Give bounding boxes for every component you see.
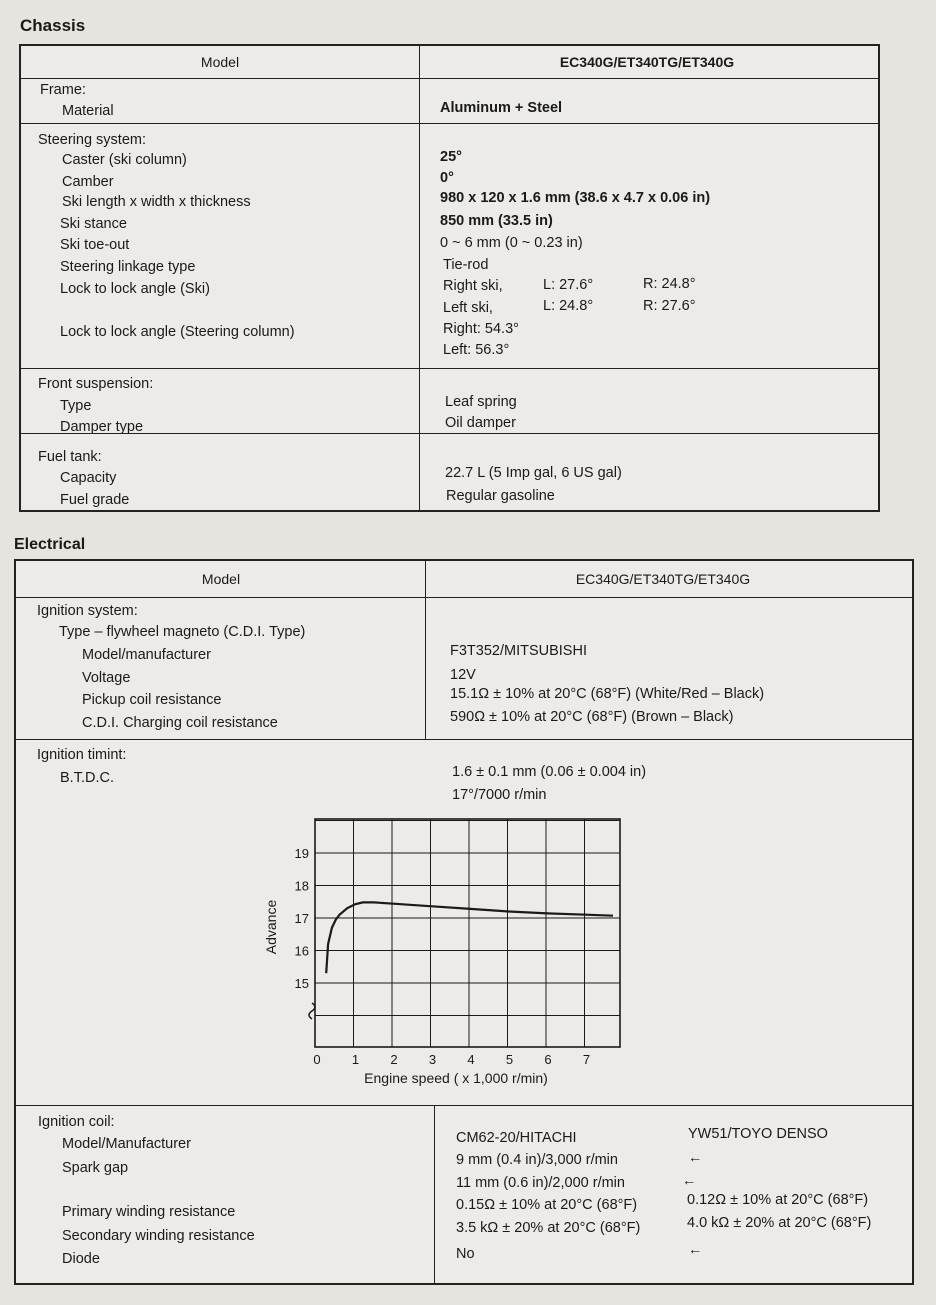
fuel-grade-value: Regular gasoline — [446, 488, 555, 504]
x-axis-label: Engine speed ( x 1,000 r/min) — [364, 1070, 548, 1086]
fuel-tank-heading: Fuel tank: — [38, 449, 102, 465]
chart-grid — [315, 819, 620, 1047]
ignition-voltage-value: 12V — [450, 667, 476, 683]
lock-ski-label: Lock to lock angle (Ski) — [60, 281, 210, 297]
ignition-advance-chart — [260, 815, 640, 1095]
suspension-type-value: Leaf spring — [445, 394, 517, 410]
row-divider — [21, 433, 878, 434]
lock-column-label: Lock to lock angle (Steering column) — [60, 324, 295, 340]
column-divider — [434, 1105, 435, 1283]
x-tick-label: 2 — [390, 1052, 398, 1067]
electrical-section-title: Electrical — [14, 536, 86, 553]
ski-stance-label: Ski stance — [60, 216, 127, 232]
y-axis-break-mark — [309, 1003, 315, 1019]
advance-curve — [326, 902, 613, 973]
coil-model-value-b: YW51/TOYO DENSO — [688, 1126, 828, 1142]
coil-secondary-value-b: 4.0 kΩ ± 20% at 20°C (68°F) — [687, 1215, 872, 1231]
right-ski-label: Right ski, — [443, 278, 503, 294]
left-ski-label: Left ski, — [443, 300, 493, 316]
y-tick-label: 16 — [294, 943, 309, 959]
row-divider — [16, 1105, 912, 1106]
front-suspension-heading: Front suspension: — [38, 376, 154, 392]
coil-gap-value-b1: ← — [688, 1150, 703, 1166]
right-ski-l-value: L: 27.6° — [543, 277, 594, 293]
damper-type-value: Oil damper — [445, 415, 516, 431]
left-ski-l-value: L: 24.8° — [543, 298, 594, 314]
y-tick-label: 17 — [294, 911, 309, 926]
ignition-system-heading: Ignition system: — [37, 603, 138, 619]
coil-secondary-value-a: 3.5 kΩ ± 20% at 20°C (68°F) — [456, 1220, 641, 1236]
fuel-capacity-label: Capacity — [60, 470, 117, 486]
pickup-coil-value: 15.1Ω ± 10% at 20°C (68°F) (White/Red – Black) — [450, 686, 765, 702]
steering-heading: Steering system: — [38, 132, 146, 148]
caster-label: Caster (ski column) — [62, 152, 187, 168]
x-tick-label: 4 — [467, 1052, 475, 1067]
linkage-label: Steering linkage type — [60, 259, 196, 275]
ignition-type-label: Type – flywheel magneto (C.D.I. Type) — [59, 624, 306, 640]
header-model-label: Model — [200, 54, 240, 70]
ignition-timing-heading: Ignition timint: — [37, 747, 127, 763]
header-model-value: EC340G/ET340TG/ET340G — [575, 571, 751, 587]
btdc-value-rpm: 17°/7000 r/min — [452, 787, 547, 803]
coil-gap-value-a2: 11 mm (0.6 in)/2,000 r/min — [456, 1175, 625, 1191]
suspension-type-label: Type — [60, 398, 92, 414]
row-divider — [21, 123, 878, 124]
column-divider — [425, 561, 426, 739]
coil-model-value-a: CM62-20/HITACHI — [456, 1130, 577, 1146]
ski-dims-value: 980 x 120 x 1.6 mm (38.6 x 4.7 x 0.06 in) — [440, 190, 711, 206]
row-divider — [21, 368, 878, 369]
damper-type-label: Damper type — [60, 419, 144, 435]
fuel-grade-label: Fuel grade — [60, 492, 130, 508]
chassis-section-title: Chassis — [20, 16, 86, 35]
btdc-label: B.T.D.C. — [60, 770, 114, 786]
coil-diode-label: Diode — [62, 1251, 100, 1267]
row-divider — [16, 739, 912, 740]
coil-gap-value-b2: ← — [682, 1173, 697, 1189]
coil-gap-value-a1: 9 mm (0.4 in)/3,000 r/min — [456, 1152, 618, 1168]
ignition-model-value: F3T352/MITSUBISHI — [450, 643, 587, 659]
coil-diode-value-a: No — [456, 1246, 475, 1262]
frame-material-value: Aluminum + Steel — [440, 100, 563, 116]
chassis-table-header — [21, 46, 878, 79]
coil-primary-label: Primary winding resistance — [62, 1204, 236, 1220]
y-tick-label: 19 — [294, 846, 309, 861]
fuel-capacity-value: 22.7 L (5 Imp gal, 6 US gal) — [445, 465, 622, 481]
linkage-value: Tie-rod — [443, 257, 489, 273]
ignition-voltage-label: Voltage — [82, 670, 131, 686]
coil-model-label: Model/Manufacturer — [62, 1136, 191, 1152]
coil-diode-value-b: ← — [688, 1242, 703, 1258]
cdi-coil-value: 590Ω ± 10% at 20°C (68°F) (Brown – Black) — [450, 709, 734, 725]
x-tick-label: 6 — [544, 1052, 552, 1067]
caster-value: 25° — [440, 149, 462, 165]
btdc-value-mm: 1.6 ± 0.1 mm (0.06 ± 0.004 in) — [452, 764, 647, 780]
coil-primary-value-a: 0.15Ω ± 10% at 20°C (68°F) — [456, 1197, 638, 1213]
ignition-model-label: Model/manufacturer — [82, 647, 211, 663]
header-model-value: EC340G/ET340TG/ET340G — [559, 54, 735, 70]
header-model-label: Model — [201, 571, 241, 587]
camber-label: Camber — [62, 174, 114, 190]
x-tick-label: 0 — [313, 1052, 321, 1067]
coil-gap-label: Spark gap — [62, 1160, 129, 1176]
frame-heading: Frame: — [40, 82, 86, 98]
x-tick-label: 5 — [505, 1052, 514, 1067]
lock-column-right: Right: 54.3° — [443, 321, 519, 337]
camber-value: 0° — [440, 170, 454, 186]
y-tick-label: 18 — [294, 878, 309, 894]
right-ski-r-value: R: 24.8° — [643, 276, 696, 292]
ski-toeout-value: 0 ~ 6 mm (0 ~ 0.23 in) — [440, 235, 583, 251]
cdi-coil-label: C.D.I. Charging coil resistance — [82, 715, 278, 731]
ignition-coil-heading: Ignition coil: — [38, 1114, 115, 1130]
left-ski-r-value: R: 27.6° — [643, 298, 696, 314]
x-tick-label: 7 — [582, 1052, 591, 1067]
ski-stance-value: 850 mm (33.5 in) — [440, 213, 553, 229]
lock-column-left: Left: 56.3° — [443, 342, 510, 358]
y-axis-label: Advance — [263, 899, 279, 955]
x-tick-label: 3 — [428, 1052, 437, 1067]
x-tick-label: 1 — [351, 1052, 360, 1067]
y-tick-label: 15 — [294, 976, 309, 991]
coil-primary-value-b: 0.12Ω ± 10% at 20°C (68°F) — [687, 1192, 869, 1208]
coil-secondary-label: Secondary winding resistance — [62, 1228, 255, 1244]
pickup-coil-label: Pickup coil resistance — [82, 692, 222, 708]
ski-toeout-label: Ski toe-out — [60, 237, 130, 253]
ski-dims-label: Ski length x width x thickness — [62, 194, 251, 210]
electrical-table-header — [16, 561, 912, 598]
frame-material-label: Material — [62, 103, 114, 119]
column-divider — [419, 46, 420, 510]
